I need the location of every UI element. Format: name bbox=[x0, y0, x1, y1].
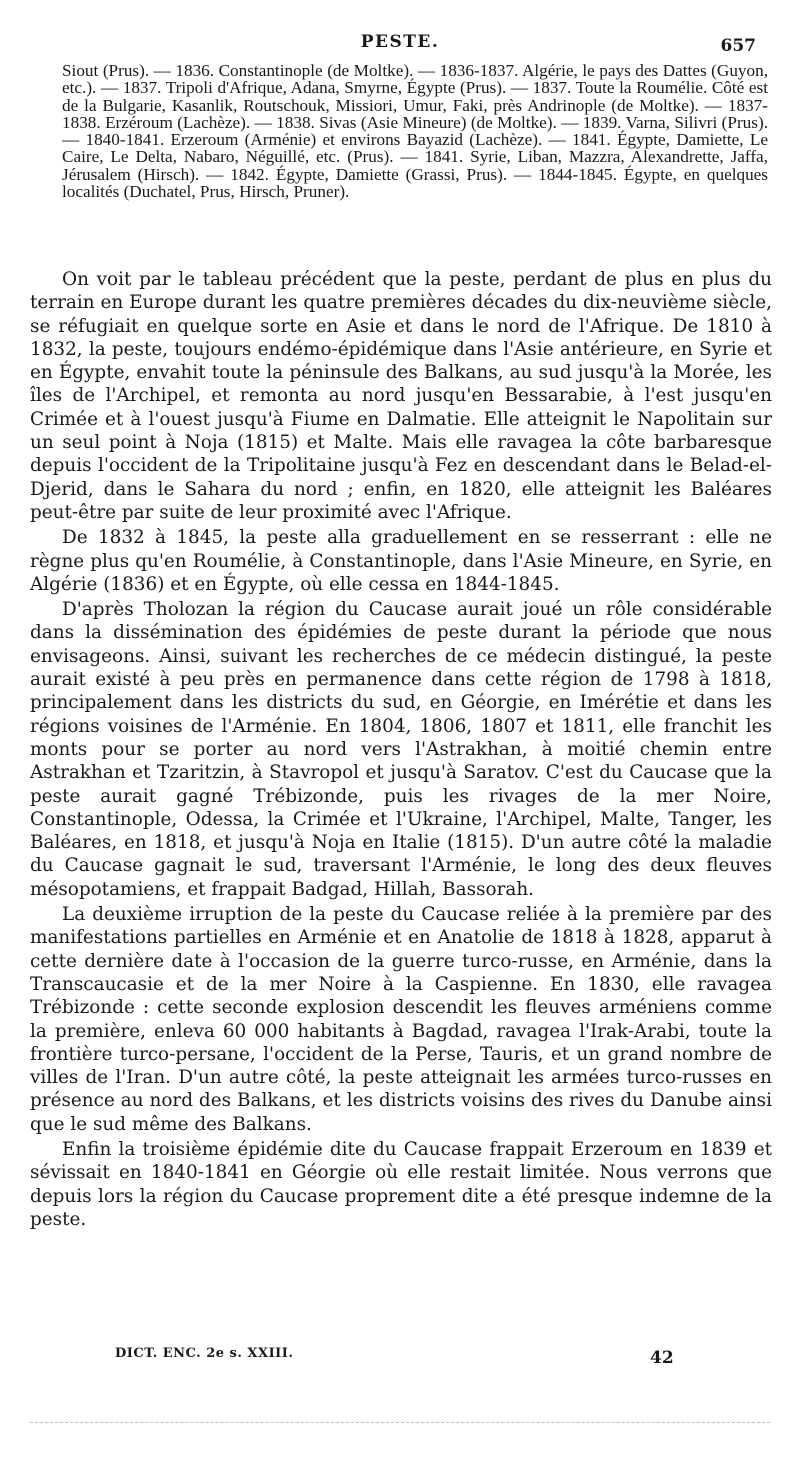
paragraph-5: Enfin la troisième épidémie dite du Caucase frappait Erzeroum en 1839 et sévissait en 1840-1841 en Géorgie où elle restait limitée. Nous verrons que depuis lors la région du Caucase proprement dite a été presque indemne de la peste. bbox=[30, 1138, 772, 1230]
main-text bbox=[30, 268, 772, 1233]
paragraph-1: On voit par le tableau précédent que la peste, perdant de plus en plus du terrain en Europe durant les quatre premières décades du dix-neuvième siècle, se réfugiait en quelque sorte en Asie et dans le nord de l'Afrique. De 1810 à 1832, la peste, toujours endémo-épidémique dans l'Asie antérieure, en Syrie et en Égypte, envahit toute la péninsule des Balkans, au sud jusqu'à la Morée, les îles de l'Archipel, et remonta au nord jusqu'en Bessarabie, à l'est jusqu'en Crimée et à l'ouest jusqu'à Fiume en Dalmatie. Elle atteignit le Napolitain sur un seul point à Noja (1815) et Malte. Mais elle ravagea la côte barbaresque depuis l'occident de la Tripolitaine jusqu'à Fez en descendant dans le Belad-el-Djerid, dans le Sahara du nord ; enfin, en 1820, elle atteignit les Baléares peut-être par suite de leur proximité avec l'Afrique. bbox=[30, 269, 772, 523]
paragraph-2: De 1832 à 1845, la peste alla graduellement en se resserrant : elle ne règne plus qu'en Roumélie, à Constantinople, dans l'Asie Mineure, en Syrie, en Algérie (1836) et en Égypte, où elle cessa en 1844-1845. bbox=[30, 527, 772, 595]
paragraph-4: La deuxième irruption de la peste du Caucase reliée à la première par des manifestations partielles en Arménie et en Anatolie de 1818 à 1828, apparut à cette dernière date à l'occasion de la guerre turco-russe, en Arménie, dans la Transcaucasie et de la mer Noire à la Caspienne. En 1830, elle ravagea Trébizonde : cette seconde explosion descendit les fleuves arméniens comme la première, enleva 60 000 habitants à Bagdad, ravagea l'Irak-Arabi, toute la frontière turco-persane, l'occident de la Perse, Tauris, et un grand nombre de villes de l'Iran. D'un autre côté, la peste atteignait les armées turco-russes en présence au nord des Balkans, et les districts voisins des rives du Danube ainsi que le sud même des Balkans. bbox=[30, 904, 772, 1135]
chronology-text: Siout (Prus). — 1836. Constantinople (de Moltke). — 1836-1837. Algérie, le pays des Dattes (Guyon, etc.). — 1837. Tripoli d'Afrique, Adana, Smyrne, Égypte (Prus). — 1837. Toute la Roumélie. Côté est de la Bulgarie, Kasanlik, Routschouk, Missiori, Umur, Faki, près Andrinople (de Moltke). — 1837-1838. Erzéroum (Lachèze). — 1838. Sivas (Asie Mineure) (de Moltke). — 1839. Varna, Silivri (Prus). — 1840-1841. Erzeroum (Arménie) et environs Bayazid (Lachèze). — 1841. Égypte, Damiette, Le Caire, Le Delta, Nabaro, Néguillé, etc. (Prus). — 1841. Syrie, Liban, Mazzra, Alexandrette, Jaffa, Jérusalem (Hirsch). — 1842. Égypte, Damiette (Grassi, Prus). — 1844-1845. Égypte, en quelques localités (Duchatel, Prus, Hirsch, Pruner). bbox=[62, 61, 768, 202]
paragraph-3: D'après Tholozan la région du Caucase aurait joué un rôle considérable dans la dissémination des épidémies de peste durant la période que nous envisageons. Ainsi, suivant les recherches de ce médecin distingué, la peste aurait existé à peu près en permanence dans cette région de 1798 à 1818, principalement dans les districts du sud, en Géorgie, en Imérétie et dans les régions voisines de l'Arménie. En 1804, 1806, 1807 et 1811, elle franchit les monts pour se porter au nord vers l'Astrakhan, à moitié chemin entre Astrakhan et Tzaritzin, à Stavropol et jusqu'à Saratov. C'est du Caucase que la peste aurait gagné Trébizonde, puis les rivages de la mer Noire, Constantinople, Odessa, la Crimée et l'Ukraine, l'Archipel, Malte, Tanger, les Baléares, en 1818, et jusqu'à Noja en Italie (1815). D'un autre côté la maladie du Caucase gagnait le sud, traversant l'Arménie, le long des deux fleuves mésopotamiens, et frappait Badgad, Hillah, Bassorah. bbox=[30, 599, 772, 900]
footer-sheet-number: 42 bbox=[650, 1348, 674, 1368]
page-number: 657 bbox=[720, 36, 756, 56]
scan-edge-divider bbox=[30, 1422, 770, 1423]
footer-signature: DICT. ENC. 2e s. XXIII. bbox=[115, 1346, 294, 1361]
running-title: PESTE. bbox=[360, 32, 440, 52]
chronology-block bbox=[62, 62, 768, 200]
